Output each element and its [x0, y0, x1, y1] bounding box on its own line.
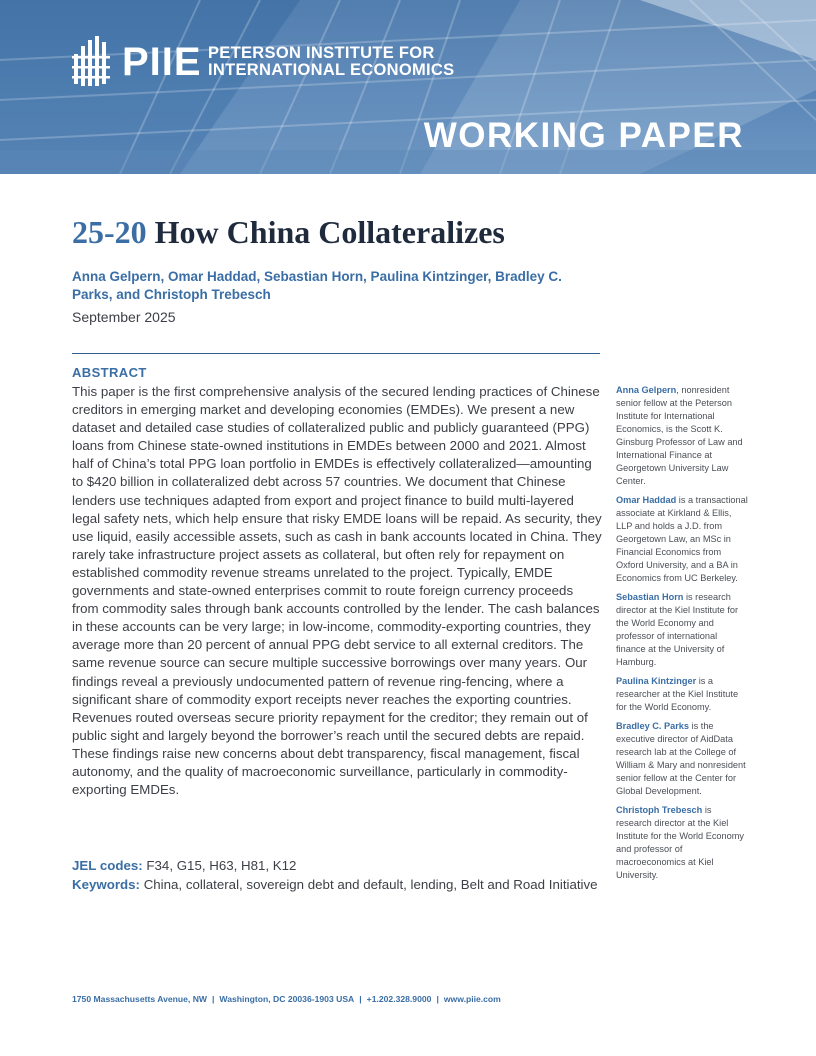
footer-separator: |	[212, 994, 215, 1004]
abstract-text: This paper is the first comprehensive analysis of the secured lending practices of Chinese creditors in emerging market and developing economies (EMDEs). We present a new dataset and detailed case studies of collateralized public and publicly guaranteed (PPG) loans from Chinese state-owned institutions in EMDEs between 2000 and 2021. Almost half of China’s total PPG loan portfolio in EMDEs is effectively collateralized—amounting to $420 billion in collateralized debt across 57 countries. We document that Chinese lenders use techniques adapted from export and project finance to build multi-layered legal safety nets, which help ensure that risky EMDE loans will be repaid. As security, they use liquid, easily accessible assets, such as cash in bank accounts located in China. They rarely take infrastructure project assets as collateral, but often rely for repayment on established commodity revenue streams unrelated to the project. Typically, EMDE governments and state-owned enterprises commit to route foreign currency proceeds from commodity sales through bank accounts controlled by the lender. The cash balances in these accounts can be very large; in low-income, commodity-exporting countries, they average more than 20 percent of annual PPG debt service to all external creditors. The same revenue source can secure multiple successive borrowings over many years. Our findings reveal a previously undocumented pattern of revenue ring-fencing, where a significant share of commodity export receipts never reaches the exporting countries. Revenues routed overseas secure priority repayment for the creditor; they remain out of public sight and largely beyond the borrower’s reach until the secured debts are repaid. These findings raise new concerns about debt transparency, fiscal management, fiscal autonomy, and the quality of macroeconomic surveillance, particularly in commodity-exporting EMDEs.	[72, 384, 602, 798]
author-bio-name: Omar Haddad	[616, 495, 677, 505]
paper-title-text: How China Collateralizes	[154, 214, 505, 250]
author-bio-name: Sebastian Horn	[616, 592, 684, 602]
author-bio-name: Paulina Kintzinger	[616, 676, 697, 686]
keywords	[72, 876, 602, 894]
paper-authors: Anna Gelpern, Omar Haddad, Sebastian Horn, Paulina Kintzinger, Bradley C. Parks, and Christoph Trebesch	[72, 269, 562, 302]
author-bio	[616, 591, 748, 669]
author-bio-text: is a researcher at the Kiel Institute for the World Economy.	[616, 676, 739, 712]
organization-name	[208, 45, 454, 79]
paper-date: September 2025	[72, 309, 176, 325]
author-bio	[616, 494, 748, 585]
paper-number: 25-20	[72, 214, 147, 250]
document-type: WORKING PAPER	[423, 116, 744, 155]
author-bio-text: is the executive director of AidData research lab at the College of William & Mary and nonresident senior fellow at the Center for Global Development.	[616, 721, 746, 796]
jel-codes	[72, 857, 602, 875]
logo-text: PIIE	[122, 40, 202, 84]
author-bio-name: Bradley C. Parks	[616, 721, 690, 731]
keywords-label: Keywords:	[72, 877, 140, 892]
author-bio-text: , nonresident senior fellow at the Peterson Institute for International Economics, is the Scott K. Ginsburg Professor of Law and International Finance at Georgetown University Law Center.	[616, 385, 743, 486]
author-bios	[616, 384, 748, 888]
author-bio	[616, 804, 748, 882]
keywords-value: China, collateral, sovereign debt and default, lending, Belt and Road Initiative	[143, 877, 598, 892]
piie-building-icon	[72, 36, 112, 88]
footer-phone: +1.202.328.9000	[366, 994, 432, 1004]
divider	[72, 353, 600, 354]
author-bio	[616, 720, 748, 798]
footer-separator: |	[436, 994, 439, 1004]
author-bio	[616, 675, 748, 714]
author-bio-name: Anna Gelpern	[616, 385, 677, 395]
paper-title	[72, 212, 505, 252]
footer-city: Washington, DC 20036-1903 USA	[219, 994, 355, 1004]
footer-contact	[72, 994, 501, 1004]
footer-address: 1750 Massachusetts Avenue, NW	[72, 994, 208, 1004]
footer-website-link[interactable]: www.piie.com	[443, 994, 501, 1004]
header-banner	[0, 0, 816, 174]
author-bio-text: is a transactional associate at Kirkland & Ellis, LLP and holds a J.D. from Georgetown Law, an MSc in Financial Economics from Oxford University, and a BA in Economics from UC Berkeley.	[616, 495, 748, 583]
footer-separator: |	[359, 994, 362, 1004]
organization-name-line1: PETERSON INSTITUTE FOR	[208, 44, 435, 62]
author-bio-name: Christoph Trebesch	[616, 805, 703, 815]
organization-name-line2: INTERNATIONAL ECONOMICS	[208, 61, 455, 79]
author-bio-text: is research director at the Kiel Institute for the World Economy and professor of international finance at the University of Hamburg.	[616, 592, 739, 667]
jel-value: F34, G15, H63, H81, K12	[146, 858, 297, 873]
abstract-heading: ABSTRACT	[72, 365, 147, 380]
author-bio	[616, 384, 748, 488]
author-bio-text: is research director at the Kiel Institute for the World Economy and professor of macroeconomics at Kiel University.	[616, 805, 745, 880]
jel-label: JEL codes:	[72, 858, 143, 873]
